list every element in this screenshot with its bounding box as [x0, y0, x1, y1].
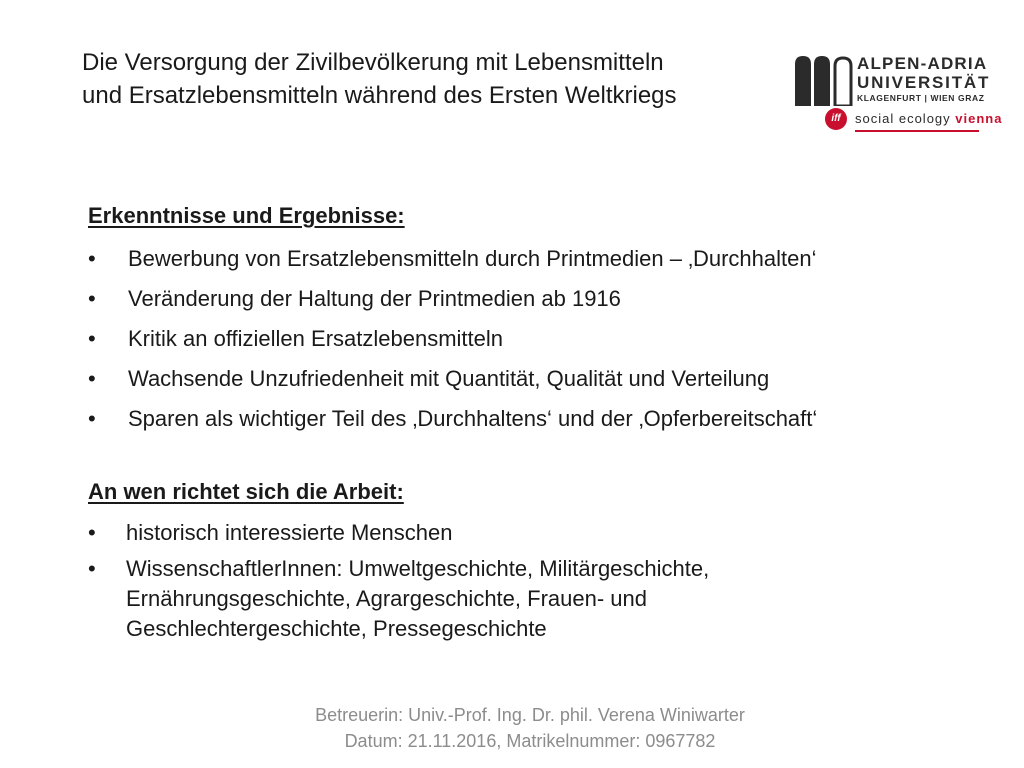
bullet-icon: •: [88, 520, 96, 545]
institute-city: vienna: [955, 111, 1003, 126]
bullet-icon: •: [88, 326, 96, 351]
list-item: • WissenschaftlerInnen: Umweltgeschichte, Militärgeschichte, Ernährungsgeschichte, Agrargeschichte, Frauen- und Geschlechtergeschichte, Pressegeschichte: [88, 556, 710, 641]
logo-name-line-2: UNIVERSITÄT: [857, 73, 991, 92]
list-item: • Veränderung der Haltung der Printmedien ab 1916: [88, 284, 817, 314]
list-item: • Bewerbung von Ersatzlebensmitteln durch Printmedien – ‚Durchhalten‘: [88, 244, 817, 274]
slide-title-line-1: Die Versorgung der Zivilbevölkerung mit Lebensmitteln: [82, 49, 664, 76]
institute-name: [855, 111, 1002, 126]
slide-title: [82, 46, 782, 112]
list-item: • Sparen als wichtiger Teil des ‚Durchhaltens‘ und der ‚Opferbereitschaft‘: [88, 404, 817, 434]
list-item: • Wachsende Unzufriedenheit mit Quantität, Qualität und Verteilung: [88, 364, 817, 394]
logo-name-line-1: ALPEN-ADRIA: [857, 54, 988, 73]
audience-list: [88, 518, 866, 650]
findings-heading: Erkenntnisse und Ergebnisse:: [88, 203, 405, 228]
logo-divider: [855, 130, 979, 132]
logo-locations: KLAGENFURT | WIEN GRAZ: [857, 93, 985, 103]
audience-heading: An wen richtet sich die Arbeit:: [88, 479, 404, 504]
institute-prefix: social ecology: [855, 111, 956, 126]
bullet-icon: •: [88, 366, 96, 391]
bullet-icon: •: [88, 286, 96, 311]
bullet-icon: •: [88, 246, 96, 271]
university-emblem-icon: [793, 54, 853, 106]
bullet-icon: •: [88, 556, 96, 581]
slide-title-line-2: und Ersatzlebensmitteln während des Ersten Weltkriegs: [82, 82, 677, 109]
footer-date-id: Datum: 21.11.2016, Matrikelnummer: 0967782: [344, 731, 716, 751]
findings-list: [88, 244, 817, 444]
bullet-icon: •: [88, 406, 96, 431]
list-item: • historisch interessierte Menschen: [88, 518, 866, 548]
footer-supervisor: Betreuerin: Univ.-Prof. Ing. Dr. phil. Verena Winiwarter: [315, 705, 745, 725]
slide-footer: [0, 702, 1024, 754]
university-logo: [793, 54, 1003, 140]
list-item: • Kritik an offiziellen Ersatzlebensmitteln: [88, 324, 817, 354]
iff-badge-icon: iff: [825, 108, 847, 130]
